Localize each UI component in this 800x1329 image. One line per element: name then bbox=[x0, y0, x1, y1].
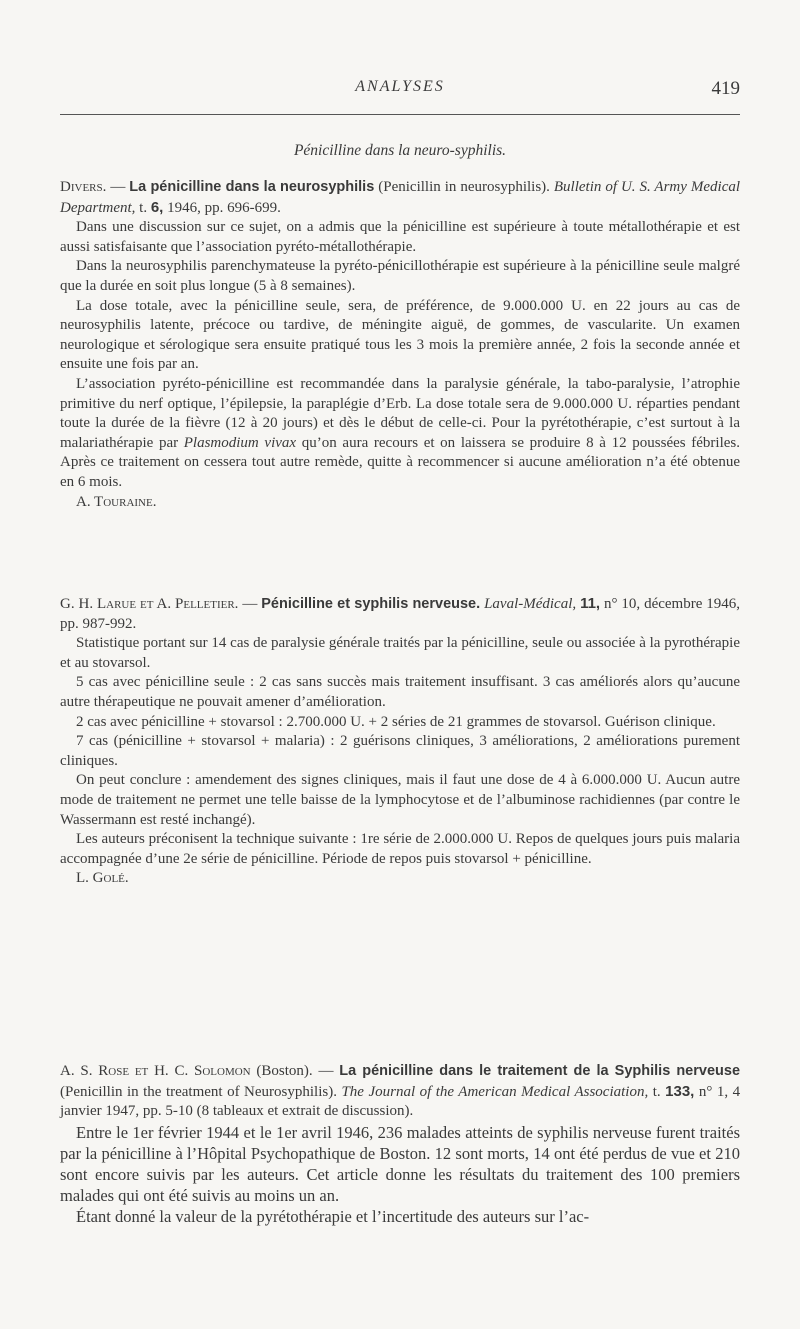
article-original-title: (Penicillin in the treatment of Neurosyphilis). bbox=[60, 1083, 337, 1100]
article-paragraph: La dose totale, avec la pénicilline seule, sera, de préférence, de 9.000.000 U. en 22 jours au cas de neurosyphilis latente, précoce ou tardive, de méningite aiguë, de gommes, de vascularite. Un examen neurologique et sérologique sera ensuite pratiqué tous les 3 mois la première année, 2 fois la seconde année et ensuite une fois par an. bbox=[60, 297, 740, 373]
article-volume: 6, bbox=[150, 198, 164, 216]
page-number: 419 bbox=[711, 78, 740, 99]
article-paragraph: Dans la neurosyphilis parenchymateuse la pyréto-pénicillothérapie est supérieure à la pénicilline seule malgré que la durée en soit plus longue (5 à 8 semaines). bbox=[60, 258, 740, 294]
article-citation: G. H. Larue et A. Pelletier. — Pénicilline et syphilis nerveuse. Laval-Médical, 11, n° 10, décembre 1946, pp. 987-992. bbox=[60, 595, 741, 632]
article-paragraph: Entre le 1er février 1944 et le 1er avril 1946, 236 malades atteints de syphilis nerveuse furent traités par la pénicilline à l’Hôpital Psychopathique de Boston. 12 sont morts, 14 ont été perdus de vue et 210 sont encore suivis par les auteurs. Cet article donne les résultats du traitement des 100 premiers malades qui ont été suivis au moins un an. bbox=[60, 1122, 740, 1205]
article-author: Divers. bbox=[60, 179, 107, 195]
article-divers bbox=[60, 178, 740, 512]
article-title: La pénicilline dans le traitement de la Syphilis nerveuse bbox=[339, 1063, 741, 1079]
running-title: ANALYSES bbox=[355, 78, 445, 95]
article-rose-solomon bbox=[60, 1062, 740, 1227]
article-pages: 1946, pp. 696-699. bbox=[167, 199, 281, 216]
article-author: A. S. Rose et H. C. Solomon bbox=[60, 1063, 251, 1079]
paragraph-text: qu’on aura recours et on laissera se produire 8 à 12 poussées fébriles. Après ce traitement on cessera tout autre remède, quitte à recommencer si aucune amélioration n’a été obtenue en 6 mois. bbox=[60, 434, 741, 490]
article-paragraph: On peut conclure : amendement des signes cliniques, mais il faut une dose de 4 à 6.000.000 U. Aucun autre mode de traitement ne permet une telle baisse de la lymphocytose et de l’albuminose rachidiennes (par contre le Wassermann est resté inchangé). bbox=[60, 772, 740, 828]
article-paragraph: Dans une discussion sur ce sujet, on a admis que la pénicilline est supérieure à toute métallothérapie et est aussi satisfaisante que l’association pyréto-métallothérapie. bbox=[60, 219, 740, 255]
article-title: Pénicilline et syphilis nerveuse. bbox=[261, 596, 481, 612]
article-citation: A. S. Rose et H. C. Solomon (Boston). — La pénicilline dans le traitement de la Syphilis nerveuse (Penicillin in the treatment of Neurosyphilis). The Journal of the American Medical Association, t. 133, n° 1, 4 janvier 1947, pp. 5-10 (8 tableaux et extrait de discussion). bbox=[60, 1063, 741, 1120]
article-volume-label: t. bbox=[139, 199, 148, 216]
article-title: La pénicilline dans la neurosyphilis bbox=[129, 179, 375, 195]
article-signature: L. Golé. bbox=[76, 870, 129, 887]
article-paragraph: Étant donné la valeur de la pyrétothérapie et l’incertitude des auteurs sur l’ac- bbox=[76, 1206, 590, 1226]
running-head bbox=[60, 78, 740, 102]
article-volume: 133, bbox=[665, 1082, 695, 1100]
header-rule bbox=[60, 114, 740, 115]
article-location: (Boston). bbox=[256, 1063, 313, 1079]
article-paragraph: 2 cas avec pénicilline + stovarsol : 2.700.000 U. + 2 séries de 21 grammes de stovarsol. Guérison clinique. bbox=[76, 713, 716, 730]
article-paragraph bbox=[60, 375, 740, 493]
article-paragraph: Les auteurs préconisent la technique suivante : 1re série de 2.000.000 U. Repos de quelques jours puis malaria accompagnée d’une 2e série de pénicilline. Période de repos puis stovarsol + pénicilline. bbox=[60, 831, 740, 867]
article-journal: The Journal of the American Medical Association, bbox=[341, 1083, 649, 1100]
article-paragraph: 7 cas (pénicilline + stovarsol + malaria) : 2 guérisons cliniques, 3 améliorations, 2 améliorations purement cliniques. bbox=[60, 733, 740, 769]
section-title: Pénicilline dans la neuro-syphilis. bbox=[293, 142, 507, 159]
paragraph-text: L’association pyréto-pénicilline est recommandée dans la paralysie générale, la tabo-paralysie, l’atrophie primitive du nerf optique, l’épilepsie, la paraplégie d’Erb. La dose totale sera de 9.000.000 U. réparties pendant toute la durée de la fièvre (12 à 20 jours) et dès le début de celle-ci. Pour la pyrétothérapie, c’est surtout à la malariathérapie par bbox=[60, 375, 740, 451]
article-volume: 11, bbox=[580, 595, 601, 612]
article-larue bbox=[60, 594, 740, 889]
article-volume-label: t. bbox=[652, 1083, 661, 1100]
article-citation: Divers. — La pénicilline dans la neurosyphilis (Penicillin in neurosyphilis). Bulletin of U. S. Army Medical Department, t. 6, 1946, pp. 696-699. bbox=[60, 179, 741, 216]
article-pages: n° 1, 4 janvier 1947, pp. 5-10 (8 tableaux et extrait de discussion). bbox=[60, 1083, 741, 1120]
article-author: G. H. Larue et A. Pelletier. bbox=[60, 596, 239, 612]
italic-term: Plasmodium vivax bbox=[183, 434, 297, 451]
article-paragraph: 5 cas avec pénicilline seule : 2 cas sans succès mais traitement insuffisant. 3 cas améliorés alors qu’aucune autre thérapeutique ne pouvait amener d’amélioration. bbox=[60, 674, 740, 710]
article-journal: Laval-Médical, bbox=[484, 596, 577, 612]
article-paragraph: Statistique portant sur 14 cas de paralysie générale traités par la pénicilline, seule ou associée à la pyrothérapie et au stovarsol. bbox=[60, 635, 740, 671]
article-journal: Bulletin of U. S. Army Medical Department, bbox=[60, 179, 741, 216]
article-original-title: (Penicillin in neurosyphilis). bbox=[378, 179, 550, 195]
article-signature: A. Touraine. bbox=[76, 493, 157, 510]
article-pages: n° 10, décembre 1946, pp. 987-992. bbox=[60, 596, 741, 632]
